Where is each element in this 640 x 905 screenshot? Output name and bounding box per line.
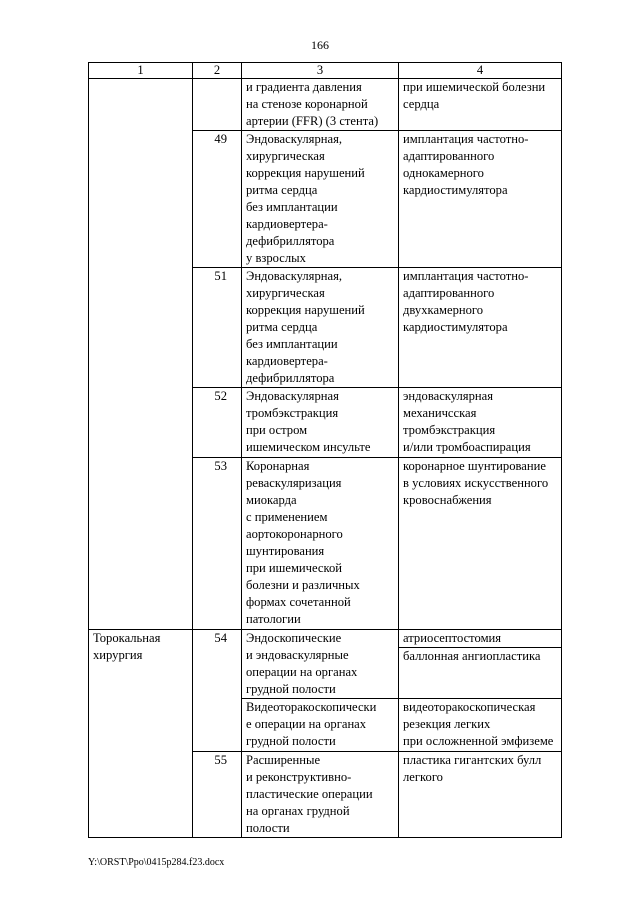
row-number-cell: 51 [193,268,242,388]
column-header: 1 [89,63,193,79]
procedures-table [88,62,562,838]
row-number-cell: 52 [193,388,242,458]
method-cell: имплантация частотно- адаптированного однокамерного кардиостимулятора [399,131,562,268]
method-cell: пластика гигантских булл легкого [399,752,562,838]
table-row [89,630,562,648]
column-header: 3 [242,63,399,79]
method-cell: баллонная ангиопластика [399,648,562,699]
method-cell: атриосептостомия [399,630,562,648]
section-cell [89,79,193,630]
method-cell: при ишемической болезни сердца [399,79,562,131]
method-cell: имплантация частотно- адаптированного двухкамерного кардиостимулятора [399,268,562,388]
column-header: 4 [399,63,562,79]
procedure-name-cell: и градиента давления на стенозе коронарной артерии (FFR) (3 стента) [242,79,399,131]
procedure-name-cell: Эндоваскулярная тромбэкстракция при остром ишемическом инсульте [242,388,399,458]
procedure-name-cell: Эндоваскулярная, хирургическая коррекция нарушений ритма сердца без имплантации кардиовертера- дефибриллятора у взрослых [242,131,399,268]
row-number-cell: 49 [193,131,242,268]
procedure-name-cell: Эндоскопические и эндоваскулярные операции на органах грудной полости [242,630,399,699]
method-cell: видеоторакоскопическая резекция легких при осложненной эмфиземе [399,699,562,752]
row-number-cell: 53 [193,458,242,630]
procedure-name-cell: Эндоваскулярная, хирургическая коррекция нарушений ритма сердца без имплантации кардиовертера- дефибриллятора [242,268,399,388]
row-number-cell [193,79,242,131]
section-cell: Торокальная хирургия [89,630,193,838]
procedure-name-cell: Видеоторакоскопически е операции на органах грудной полости [242,699,399,752]
table-header-row [89,63,562,79]
page-number: 166 [311,38,329,52]
row-number-cell: 55 [193,752,242,838]
row-number-cell: 54 [193,630,242,752]
method-cell: эндоваскулярная механичсская тромбэкстракция и/или тромбоаспирация [399,388,562,458]
table-row [89,79,562,131]
document-path-footer: Y:\ORST\Ppo\0415p284.f23.docx [88,857,225,868]
procedure-name-cell: Расширенные и реконструктивно- пластические операции на органах грудной полости [242,752,399,838]
method-cell: коронарное шунтирование в условиях искусственного кровоснабжения [399,458,562,630]
column-header: 2 [193,63,242,79]
procedure-name-cell: Коронарная реваскуляризация миокарда с применением аортокоронарного шунтирования при ишемической болезни и различных формах сочетанной патологии [242,458,399,630]
